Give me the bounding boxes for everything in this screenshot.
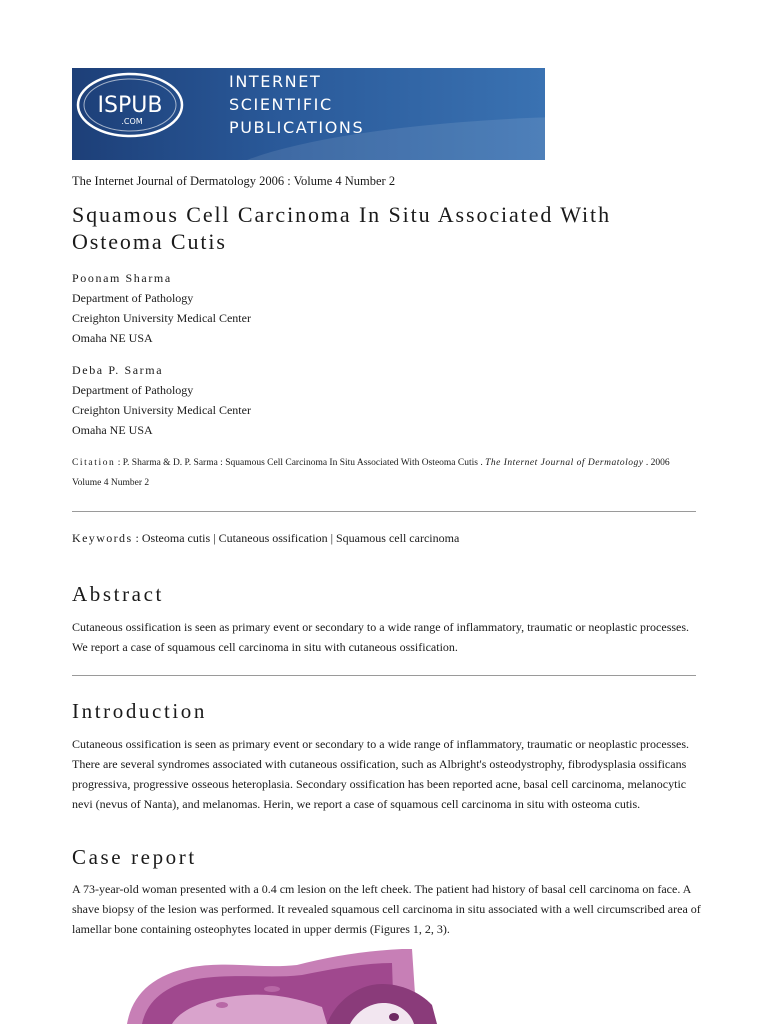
case-report-text: A 73-year-old woman presented with a 0.4 cm lesion on the left cheek. The patient had history of basal cell carcinoma on face. A shave biopsy of the lesion was performed. It revealed squamous cell carcinoma in situ associated with a well circumscribed area of lamellar bone containing osteophytes located in upper dermis (Figures 1, 2, 3). <box>72 882 701 936</box>
keywords-text: : Osteoma cutis | Cutaneous ossification | Squamous cell carcinoma <box>135 531 460 545</box>
citation-label: Citation <box>72 458 116 468</box>
keywords <box>72 531 459 546</box>
author-location: Omaha NE USA <box>72 331 153 345</box>
citation-text: : P. Sharma & D. P. Sarma : Squamous Cell Carcinoma In Situ Associated With Osteoma Cutis . <box>117 458 483 468</box>
author-block-1 <box>72 268 251 348</box>
introduction-heading: Introduction <box>72 699 208 723</box>
divider <box>72 675 696 676</box>
keywords-label: Keywords <box>72 531 133 545</box>
ispub-banner[interactable] <box>72 68 545 160</box>
svg-text:ISPUB: ISPUB <box>97 93 163 118</box>
author-block-2 <box>72 360 251 440</box>
case-report-heading: Case report <box>72 845 197 869</box>
author-name: Deba P. Sarma <box>72 363 164 377</box>
svg-text:.COM: .COM <box>121 117 143 126</box>
author-department: Department of Pathology <box>72 291 194 305</box>
abstract-heading: Abstract <box>72 582 164 606</box>
citation-journal: The Internet Journal of Dermatology <box>485 458 644 468</box>
journal-line: The Internet Journal of Dermatology 2006 : Volume 4 Number 2 <box>72 174 396 188</box>
author-department: Department of Pathology <box>72 383 194 397</box>
banner-line-scientific: SCIENTIFIC <box>229 95 333 114</box>
article-title: Squamous Cell Carcinoma In Situ Associated With Osteoma Cutis <box>72 202 611 254</box>
banner-line-publications: PUBLICATIONS <box>229 118 365 137</box>
divider <box>72 511 696 512</box>
introduction-text: Cutaneous ossification is seen as primary event or secondary to a wide range of inflammatory, traumatic or neoplastic processes. There are several syndromes associated with cutaneous ossification, such as Albright's osteodystrophy, fibrodysplasia ossificans progressiva, progressive osseous heteroplasia. Secondary ossification has been reported acne, basal cell carcinoma, melanocytic nevi (nevus of Nanta), and melanomas. Herin, we report a case of squamous cell carcinoma in situ with osteoma cutis. <box>72 737 690 811</box>
ispub-logo <box>72 68 192 160</box>
author-name: Poonam Sharma <box>72 271 172 285</box>
abstract-text: Cutaneous ossification is seen as primary event or secondary to a wide range of inflammatory, traumatic or neoplastic processes. We report a case of squamous cell carcinoma in situ with cutaneous ossification. <box>72 620 690 654</box>
histology-figure-image <box>72 945 492 1024</box>
author-institution: Creighton University Medical Center <box>72 403 251 417</box>
author-location: Omaha NE USA <box>72 423 153 437</box>
author-institution: Creighton University Medical Center <box>72 311 251 325</box>
banner-line-internet: INTERNET <box>229 72 322 91</box>
citation <box>72 453 696 493</box>
citation-tail: . 2006 Volume 4 Number 2 <box>72 458 670 488</box>
